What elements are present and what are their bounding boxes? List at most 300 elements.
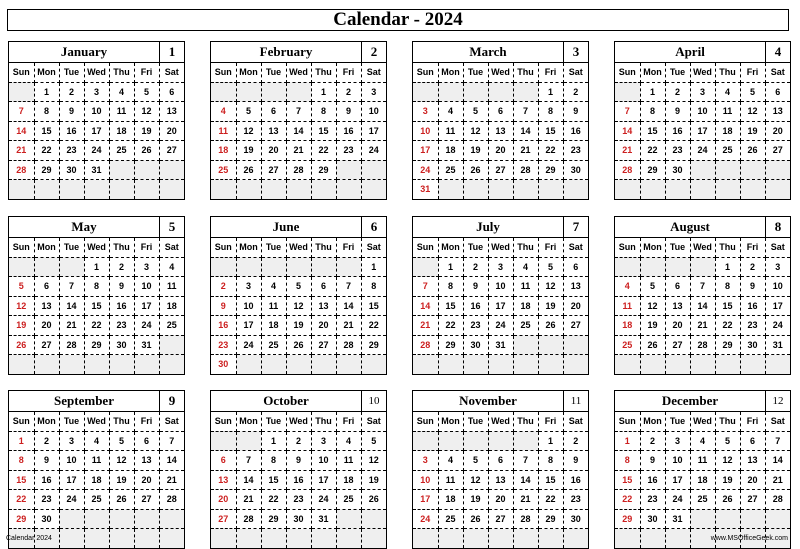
day-cell[interactable]: 26 <box>463 509 488 529</box>
day-cell[interactable]: 14 <box>9 121 34 141</box>
day-cell[interactable]: 8 <box>9 451 34 471</box>
day-cell[interactable]: 3 <box>134 257 159 277</box>
day-cell[interactable]: 9 <box>740 277 765 297</box>
day-cell[interactable]: 13 <box>311 296 336 316</box>
day-cell[interactable]: 21 <box>159 470 184 490</box>
day-cell[interactable]: 13 <box>665 296 690 316</box>
day-cell[interactable]: 18 <box>513 296 538 316</box>
day-cell[interactable]: 27 <box>740 490 765 510</box>
day-cell[interactable]: 18 <box>690 470 715 490</box>
day-cell[interactable]: 26 <box>538 316 563 336</box>
day-cell[interactable]: 10 <box>488 277 513 297</box>
day-cell[interactable]: 27 <box>261 160 286 180</box>
day-cell[interactable]: 20 <box>134 470 159 490</box>
day-cell[interactable]: 3 <box>690 82 715 102</box>
day-cell[interactable]: 25 <box>109 141 134 161</box>
day-cell[interactable]: 7 <box>59 277 84 297</box>
day-cell[interactable]: 20 <box>563 296 588 316</box>
day-cell[interactable]: 18 <box>615 316 640 336</box>
day-cell[interactable]: 28 <box>690 335 715 355</box>
day-cell[interactable]: 2 <box>463 257 488 277</box>
day-cell[interactable]: 27 <box>563 316 588 336</box>
day-cell[interactable]: 7 <box>513 451 538 471</box>
day-cell[interactable]: 29 <box>538 160 563 180</box>
day-cell[interactable]: 1 <box>538 431 563 451</box>
day-cell[interactable]: 12 <box>640 296 665 316</box>
day-cell[interactable]: 7 <box>159 431 184 451</box>
day-cell[interactable]: 18 <box>211 141 236 161</box>
day-cell[interactable]: 10 <box>134 277 159 297</box>
day-cell[interactable]: 9 <box>109 277 134 297</box>
day-cell[interactable]: 22 <box>9 490 34 510</box>
day-cell[interactable]: 2 <box>286 431 311 451</box>
day-cell[interactable]: 13 <box>261 121 286 141</box>
day-cell[interactable]: 29 <box>538 509 563 529</box>
day-cell[interactable]: 13 <box>488 470 513 490</box>
day-cell[interactable]: 4 <box>211 102 236 122</box>
day-cell[interactable]: 9 <box>563 451 588 471</box>
day-cell[interactable]: 15 <box>715 296 740 316</box>
day-cell[interactable]: 13 <box>765 102 790 122</box>
day-cell[interactable]: 24 <box>488 316 513 336</box>
day-cell[interactable]: 9 <box>286 451 311 471</box>
day-cell[interactable]: 2 <box>563 431 588 451</box>
day-cell[interactable]: 18 <box>84 470 109 490</box>
day-cell[interactable]: 17 <box>413 490 438 510</box>
day-cell[interactable]: 12 <box>740 102 765 122</box>
day-cell[interactable]: 21 <box>765 470 790 490</box>
day-cell[interactable]: 21 <box>513 141 538 161</box>
day-cell[interactable]: 11 <box>84 451 109 471</box>
day-cell[interactable]: 14 <box>765 451 790 471</box>
day-cell[interactable]: 14 <box>615 121 640 141</box>
day-cell[interactable]: 7 <box>336 277 361 297</box>
day-cell[interactable]: 6 <box>261 102 286 122</box>
day-cell[interactable]: 27 <box>134 490 159 510</box>
day-cell[interactable]: 21 <box>336 316 361 336</box>
day-cell[interactable]: 7 <box>413 277 438 297</box>
day-cell[interactable]: 12 <box>286 296 311 316</box>
day-cell[interactable]: 23 <box>665 141 690 161</box>
day-cell[interactable]: 12 <box>538 277 563 297</box>
day-cell[interactable]: 26 <box>109 490 134 510</box>
day-cell[interactable]: 24 <box>361 141 386 161</box>
day-cell[interactable]: 18 <box>438 490 463 510</box>
day-cell[interactable]: 3 <box>765 257 790 277</box>
day-cell[interactable]: 18 <box>159 296 184 316</box>
day-cell[interactable]: 9 <box>211 296 236 316</box>
day-cell[interactable]: 10 <box>665 451 690 471</box>
day-cell[interactable]: 7 <box>615 102 640 122</box>
day-cell[interactable]: 22 <box>261 490 286 510</box>
day-cell[interactable]: 30 <box>463 335 488 355</box>
day-cell[interactable]: 19 <box>538 296 563 316</box>
day-cell[interactable]: 5 <box>286 277 311 297</box>
day-cell[interactable]: 3 <box>413 451 438 471</box>
day-cell[interactable]: 15 <box>538 470 563 490</box>
day-cell[interactable]: 23 <box>286 490 311 510</box>
day-cell[interactable]: 24 <box>84 141 109 161</box>
day-cell[interactable]: 15 <box>261 470 286 490</box>
day-cell[interactable]: 21 <box>9 141 34 161</box>
day-cell[interactable]: 26 <box>740 141 765 161</box>
day-cell[interactable]: 23 <box>59 141 84 161</box>
day-cell[interactable]: 20 <box>261 141 286 161</box>
day-cell[interactable]: 13 <box>563 277 588 297</box>
day-cell[interactable]: 27 <box>665 335 690 355</box>
day-cell[interactable]: 19 <box>463 490 488 510</box>
day-cell[interactable]: 29 <box>9 509 34 529</box>
day-cell[interactable]: 5 <box>109 431 134 451</box>
day-cell[interactable]: 16 <box>59 121 84 141</box>
day-cell[interactable]: 16 <box>665 121 690 141</box>
day-cell[interactable]: 19 <box>740 121 765 141</box>
day-cell[interactable]: 22 <box>715 316 740 336</box>
day-cell[interactable]: 2 <box>740 257 765 277</box>
day-cell[interactable]: 29 <box>640 160 665 180</box>
day-cell[interactable]: 23 <box>211 335 236 355</box>
day-cell[interactable]: 15 <box>361 296 386 316</box>
day-cell[interactable]: 4 <box>690 431 715 451</box>
day-cell[interactable]: 6 <box>740 431 765 451</box>
day-cell[interactable]: 6 <box>563 257 588 277</box>
day-cell[interactable]: 23 <box>336 141 361 161</box>
day-cell[interactable]: 29 <box>261 509 286 529</box>
day-cell[interactable]: 21 <box>413 316 438 336</box>
day-cell[interactable]: 14 <box>413 296 438 316</box>
day-cell[interactable]: 14 <box>159 451 184 471</box>
day-cell[interactable]: 19 <box>640 316 665 336</box>
day-cell[interactable]: 22 <box>538 141 563 161</box>
day-cell[interactable]: 11 <box>336 451 361 471</box>
day-cell[interactable]: 14 <box>513 121 538 141</box>
day-cell[interactable]: 3 <box>413 102 438 122</box>
day-cell[interactable]: 25 <box>336 490 361 510</box>
day-cell[interactable]: 21 <box>286 141 311 161</box>
day-cell[interactable]: 10 <box>84 102 109 122</box>
day-cell[interactable]: 14 <box>690 296 715 316</box>
day-cell[interactable]: 19 <box>9 316 34 336</box>
day-cell[interactable]: 1 <box>640 82 665 102</box>
day-cell[interactable]: 8 <box>438 277 463 297</box>
day-cell[interactable]: 12 <box>463 470 488 490</box>
day-cell[interactable]: 1 <box>34 82 59 102</box>
day-cell[interactable]: 5 <box>463 451 488 471</box>
day-cell[interactable]: 28 <box>413 335 438 355</box>
day-cell[interactable]: 5 <box>134 82 159 102</box>
day-cell[interactable]: 26 <box>361 490 386 510</box>
day-cell[interactable]: 12 <box>361 451 386 471</box>
day-cell[interactable]: 4 <box>109 82 134 102</box>
day-cell[interactable]: 4 <box>84 431 109 451</box>
day-cell[interactable]: 17 <box>765 296 790 316</box>
day-cell[interactable]: 24 <box>236 335 261 355</box>
day-cell[interactable]: 14 <box>236 470 261 490</box>
day-cell[interactable]: 9 <box>665 102 690 122</box>
day-cell[interactable]: 6 <box>665 277 690 297</box>
day-cell[interactable]: 28 <box>513 160 538 180</box>
day-cell[interactable]: 20 <box>488 490 513 510</box>
day-cell[interactable]: 19 <box>463 141 488 161</box>
day-cell[interactable]: 24 <box>690 141 715 161</box>
day-cell[interactable]: 22 <box>615 490 640 510</box>
day-cell[interactable]: 9 <box>563 102 588 122</box>
day-cell[interactable]: 6 <box>34 277 59 297</box>
day-cell[interactable]: 19 <box>715 470 740 490</box>
day-cell[interactable]: 23 <box>109 316 134 336</box>
day-cell[interactable]: 5 <box>740 82 765 102</box>
day-cell[interactable]: 11 <box>438 470 463 490</box>
day-cell[interactable]: 24 <box>59 490 84 510</box>
day-cell[interactable]: 6 <box>134 431 159 451</box>
day-cell[interactable]: 28 <box>615 160 640 180</box>
day-cell[interactable]: 24 <box>413 509 438 529</box>
day-cell[interactable]: 22 <box>84 316 109 336</box>
day-cell[interactable]: 16 <box>463 296 488 316</box>
day-cell[interactable]: 29 <box>361 335 386 355</box>
day-cell[interactable]: 1 <box>438 257 463 277</box>
day-cell[interactable]: 25 <box>84 490 109 510</box>
day-cell[interactable]: 2 <box>563 82 588 102</box>
day-cell[interactable]: 8 <box>361 277 386 297</box>
day-cell[interactable]: 5 <box>361 431 386 451</box>
day-cell[interactable]: 18 <box>109 121 134 141</box>
day-cell[interactable]: 27 <box>488 160 513 180</box>
day-cell[interactable]: 29 <box>311 160 336 180</box>
day-cell[interactable]: 10 <box>690 102 715 122</box>
day-cell[interactable]: 14 <box>59 296 84 316</box>
day-cell[interactable]: 25 <box>261 335 286 355</box>
day-cell[interactable]: 29 <box>438 335 463 355</box>
day-cell[interactable]: 4 <box>159 257 184 277</box>
day-cell[interactable]: 17 <box>665 470 690 490</box>
day-cell[interactable]: 25 <box>715 141 740 161</box>
day-cell[interactable]: 15 <box>538 121 563 141</box>
day-cell[interactable]: 14 <box>286 121 311 141</box>
day-cell[interactable]: 1 <box>261 431 286 451</box>
day-cell[interactable]: 27 <box>311 335 336 355</box>
day-cell[interactable]: 20 <box>740 470 765 490</box>
day-cell[interactable]: 10 <box>413 121 438 141</box>
day-cell[interactable]: 13 <box>34 296 59 316</box>
day-cell[interactable]: 21 <box>615 141 640 161</box>
day-cell[interactable]: 8 <box>84 277 109 297</box>
day-cell[interactable]: 10 <box>59 451 84 471</box>
day-cell[interactable]: 30 <box>740 335 765 355</box>
day-cell[interactable]: 30 <box>211 355 236 374</box>
day-cell[interactable]: 1 <box>361 257 386 277</box>
day-cell[interactable]: 30 <box>286 509 311 529</box>
day-cell[interactable]: 30 <box>563 509 588 529</box>
day-cell[interactable]: 5 <box>538 257 563 277</box>
day-cell[interactable]: 14 <box>513 470 538 490</box>
day-cell[interactable]: 23 <box>463 316 488 336</box>
day-cell[interactable]: 9 <box>34 451 59 471</box>
day-cell[interactable]: 12 <box>9 296 34 316</box>
day-cell[interactable]: 20 <box>311 316 336 336</box>
day-cell[interactable]: 16 <box>563 470 588 490</box>
day-cell[interactable]: 17 <box>311 470 336 490</box>
day-cell[interactable]: 1 <box>84 257 109 277</box>
day-cell[interactable]: 12 <box>463 121 488 141</box>
day-cell[interactable]: 4 <box>438 451 463 471</box>
day-cell[interactable]: 31 <box>311 509 336 529</box>
day-cell[interactable]: 22 <box>538 490 563 510</box>
day-cell[interactable]: 24 <box>765 316 790 336</box>
day-cell[interactable]: 22 <box>438 316 463 336</box>
day-cell[interactable]: 13 <box>488 121 513 141</box>
day-cell[interactable]: 7 <box>690 277 715 297</box>
day-cell[interactable]: 11 <box>261 296 286 316</box>
day-cell[interactable]: 3 <box>665 431 690 451</box>
day-cell[interactable]: 12 <box>109 451 134 471</box>
day-cell[interactable]: 27 <box>211 509 236 529</box>
day-cell[interactable]: 24 <box>413 160 438 180</box>
day-cell[interactable]: 3 <box>311 431 336 451</box>
day-cell[interactable]: 28 <box>513 509 538 529</box>
day-cell[interactable]: 29 <box>615 509 640 529</box>
day-cell[interactable]: 29 <box>34 160 59 180</box>
day-cell[interactable]: 6 <box>765 82 790 102</box>
day-cell[interactable]: 19 <box>361 470 386 490</box>
day-cell[interactable]: 2 <box>640 431 665 451</box>
day-cell[interactable]: 15 <box>84 296 109 316</box>
day-cell[interactable]: 17 <box>59 470 84 490</box>
day-cell[interactable]: 11 <box>513 277 538 297</box>
day-cell[interactable]: 8 <box>311 102 336 122</box>
day-cell[interactable]: 1 <box>715 257 740 277</box>
day-cell[interactable]: 19 <box>134 121 159 141</box>
day-cell[interactable]: 31 <box>134 335 159 355</box>
day-cell[interactable]: 6 <box>211 451 236 471</box>
day-cell[interactable]: 28 <box>9 160 34 180</box>
day-cell[interactable]: 13 <box>134 451 159 471</box>
day-cell[interactable]: 28 <box>159 490 184 510</box>
day-cell[interactable]: 18 <box>261 316 286 336</box>
day-cell[interactable]: 28 <box>236 509 261 529</box>
day-cell[interactable]: 23 <box>563 141 588 161</box>
day-cell[interactable]: 29 <box>715 335 740 355</box>
day-cell[interactable]: 27 <box>765 141 790 161</box>
day-cell[interactable]: 11 <box>211 121 236 141</box>
day-cell[interactable]: 11 <box>438 121 463 141</box>
day-cell[interactable]: 10 <box>236 296 261 316</box>
day-cell[interactable]: 25 <box>438 509 463 529</box>
day-cell[interactable]: 19 <box>286 316 311 336</box>
day-cell[interactable]: 8 <box>34 102 59 122</box>
day-cell[interactable]: 15 <box>9 470 34 490</box>
day-cell[interactable]: 5 <box>9 277 34 297</box>
day-cell[interactable]: 15 <box>311 121 336 141</box>
day-cell[interactable]: 28 <box>59 335 84 355</box>
day-cell[interactable]: 8 <box>538 451 563 471</box>
day-cell[interactable]: 30 <box>59 160 84 180</box>
day-cell[interactable]: 17 <box>84 121 109 141</box>
day-cell[interactable]: 17 <box>361 121 386 141</box>
day-cell[interactable]: 20 <box>34 316 59 336</box>
day-cell[interactable]: 23 <box>640 490 665 510</box>
day-cell[interactable]: 5 <box>715 431 740 451</box>
day-cell[interactable]: 26 <box>286 335 311 355</box>
day-cell[interactable]: 27 <box>34 335 59 355</box>
day-cell[interactable]: 15 <box>438 296 463 316</box>
day-cell[interactable]: 3 <box>488 257 513 277</box>
day-cell[interactable]: 6 <box>311 277 336 297</box>
day-cell[interactable]: 15 <box>34 121 59 141</box>
day-cell[interactable]: 14 <box>336 296 361 316</box>
day-cell[interactable]: 19 <box>109 470 134 490</box>
day-cell[interactable]: 26 <box>715 490 740 510</box>
day-cell[interactable]: 16 <box>640 470 665 490</box>
day-cell[interactable]: 12 <box>134 102 159 122</box>
day-cell[interactable]: 3 <box>236 277 261 297</box>
day-cell[interactable]: 23 <box>740 316 765 336</box>
day-cell[interactable]: 2 <box>336 82 361 102</box>
day-cell[interactable]: 12 <box>715 451 740 471</box>
day-cell[interactable]: 21 <box>236 490 261 510</box>
day-cell[interactable]: 16 <box>211 316 236 336</box>
day-cell[interactable]: 12 <box>236 121 261 141</box>
day-cell[interactable]: 5 <box>463 102 488 122</box>
day-cell[interactable]: 9 <box>59 102 84 122</box>
day-cell[interactable]: 25 <box>690 490 715 510</box>
day-cell[interactable]: 1 <box>311 82 336 102</box>
day-cell[interactable]: 7 <box>286 102 311 122</box>
day-cell[interactable]: 27 <box>159 141 184 161</box>
day-cell[interactable]: 20 <box>159 121 184 141</box>
day-cell[interactable]: 1 <box>615 431 640 451</box>
day-cell[interactable]: 2 <box>34 431 59 451</box>
day-cell[interactable]: 5 <box>640 277 665 297</box>
day-cell[interactable]: 17 <box>236 316 261 336</box>
day-cell[interactable]: 16 <box>34 470 59 490</box>
day-cell[interactable]: 30 <box>34 509 59 529</box>
day-cell[interactable]: 25 <box>438 160 463 180</box>
day-cell[interactable]: 22 <box>311 141 336 161</box>
day-cell[interactable]: 25 <box>211 160 236 180</box>
day-cell[interactable]: 20 <box>211 490 236 510</box>
day-cell[interactable]: 4 <box>438 102 463 122</box>
day-cell[interactable]: 17 <box>413 141 438 161</box>
day-cell[interactable]: 22 <box>34 141 59 161</box>
day-cell[interactable]: 31 <box>84 160 109 180</box>
day-cell[interactable]: 15 <box>615 470 640 490</box>
day-cell[interactable]: 18 <box>715 121 740 141</box>
day-cell[interactable]: 31 <box>665 509 690 529</box>
day-cell[interactable]: 10 <box>765 277 790 297</box>
day-cell[interactable]: 7 <box>9 102 34 122</box>
day-cell[interactable]: 22 <box>640 141 665 161</box>
day-cell[interactable]: 4 <box>261 277 286 297</box>
day-cell[interactable]: 20 <box>765 121 790 141</box>
day-cell[interactable]: 2 <box>59 82 84 102</box>
day-cell[interactable]: 9 <box>463 277 488 297</box>
day-cell[interactable]: 3 <box>59 431 84 451</box>
day-cell[interactable]: 17 <box>134 296 159 316</box>
day-cell[interactable]: 24 <box>134 316 159 336</box>
day-cell[interactable]: 25 <box>513 316 538 336</box>
day-cell[interactable]: 26 <box>463 160 488 180</box>
day-cell[interactable]: 26 <box>640 335 665 355</box>
day-cell[interactable]: 23 <box>563 490 588 510</box>
day-cell[interactable]: 26 <box>9 335 34 355</box>
day-cell[interactable]: 6 <box>488 451 513 471</box>
day-cell[interactable]: 31 <box>413 180 438 199</box>
day-cell[interactable]: 3 <box>361 82 386 102</box>
day-cell[interactable]: 7 <box>765 431 790 451</box>
day-cell[interactable]: 28 <box>765 490 790 510</box>
day-cell[interactable]: 11 <box>615 296 640 316</box>
